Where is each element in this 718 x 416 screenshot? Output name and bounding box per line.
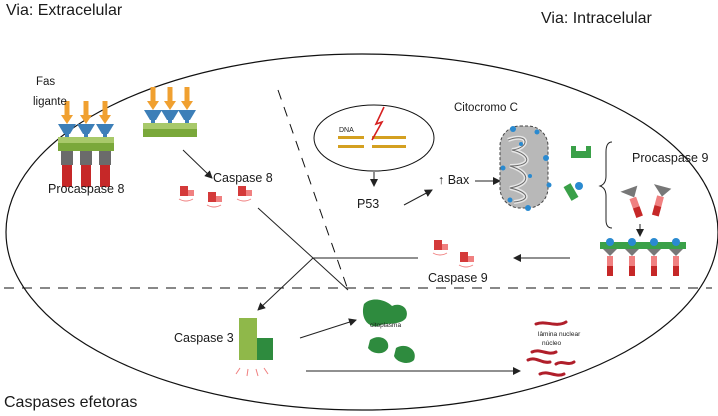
cell-outline — [6, 54, 718, 410]
apaf-cup-icon — [571, 146, 591, 158]
header-effector: Caspases efetoras — [4, 394, 138, 411]
fas-receptor-cluster-right — [143, 87, 197, 137]
dna-damage-bolt — [372, 107, 384, 140]
label-caspase8: Caspase 8 — [213, 171, 273, 185]
label-ligante: ligante — [33, 96, 67, 108]
label-caspase3: Caspase 3 — [174, 331, 234, 345]
label-fas: Fas — [36, 76, 56, 88]
header-intracellular: Via: Intracelular — [541, 10, 652, 27]
brace — [600, 142, 612, 228]
label-lamina: lâmina nuclear — [538, 331, 581, 338]
lamina-fragments — [528, 322, 574, 375]
label-bax: ↑ Bax — [438, 173, 470, 187]
fas-receptor-cluster-left — [58, 101, 114, 187]
cytoplasm-fragments — [363, 300, 415, 363]
label-citocromo: Citocromo C — [454, 102, 518, 114]
caspase8-fragments — [179, 186, 252, 207]
label-dna: DNA — [339, 127, 354, 134]
header-extracellular: Via: Extracelular — [6, 2, 123, 19]
caspase3-shape — [236, 318, 273, 376]
caspase9-fragments — [433, 240, 474, 267]
label-nucleo: núcleo — [542, 340, 562, 347]
mitochondrion — [500, 126, 552, 211]
label-caspase9: Caspase 9 — [428, 271, 488, 285]
procaspase9-molecules — [620, 184, 671, 220]
label-p53: P53 — [357, 197, 380, 211]
apoptosome — [600, 238, 686, 276]
dashed-vertical-divider — [278, 90, 348, 290]
label-procaspase8: Procaspase 8 — [48, 182, 125, 196]
label-procaspase9: Procaspase 9 — [632, 151, 709, 165]
label-citoplasma: citoplasma — [370, 322, 402, 329]
